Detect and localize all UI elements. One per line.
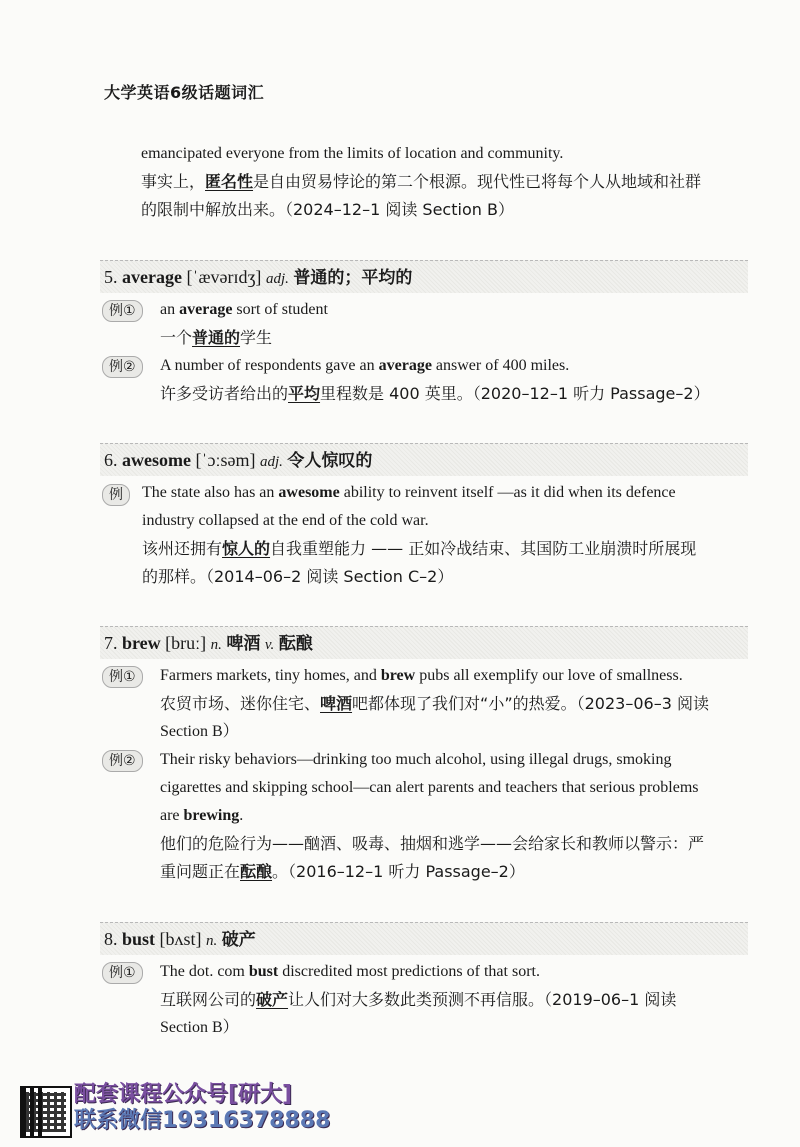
- example-zh: 互联网公司的破产让人们对大多数此类预测不再信服。（2019–06–1 阅读: [160, 990, 677, 1009]
- part-of-speech: n.: [210, 637, 222, 653]
- part-of-speech: n.: [206, 933, 218, 949]
- example-zh-cont: Section B）: [160, 1019, 239, 1036]
- definition: 啤酒: [226, 634, 261, 654]
- example-average-2: [160, 352, 748, 408]
- intro-en: emancipated everyone from the limits of location and community.: [141, 145, 564, 162]
- running-head: 大学英语6级话题词汇: [104, 83, 265, 102]
- example-en: The dot. com bust discredited most predictions of that sort.: [160, 963, 540, 980]
- example-en-cont: industry collapsed at the end of the cold war.: [142, 512, 429, 529]
- intro-paragraph: [141, 140, 751, 224]
- example-zh: 许多受访者给出的平均里程数是 400 英里。（2020–12–1 听力 Passage–2）: [160, 384, 710, 403]
- example-brew-1: [160, 662, 748, 746]
- definition: 普通的；平均的: [293, 268, 413, 288]
- headword: average: [122, 267, 182, 287]
- phonetic: [ˈævərɪdʒ]: [186, 267, 262, 287]
- headword: brew: [122, 633, 161, 653]
- example-badge: 例: [102, 484, 130, 506]
- entry-header-brew: [100, 626, 748, 659]
- entry-header-bust: [100, 922, 748, 955]
- entry-number: 7.: [104, 633, 118, 653]
- keyword-translation: 匿名性: [205, 172, 254, 191]
- entry-number: 6.: [104, 450, 118, 470]
- example-en-cont: cigarettes and skipping school—can alert parents and teachers that serious problems: [160, 779, 699, 796]
- example-awesome-1: [142, 479, 748, 591]
- example-zh-cont: 重问题正在酝酿。（2016–12–1 听力 Passage–2）: [160, 862, 525, 881]
- example-en: Farmers markets, tiny homes, and brew pubs all exemplify our love of smallness.: [160, 667, 683, 684]
- example-en: A number of respondents gave an average answer of 400 miles.: [160, 357, 570, 374]
- example-zh: 他们的危险行为——酗酒、吸毒、抽烟和逃学——会给家长和教师以警示：严: [160, 834, 705, 853]
- example-en: The state also has an awesome ability to reinvent itself —as it did when its defence: [142, 484, 676, 501]
- example-brew-2: [160, 746, 748, 886]
- intro-zh-line-2: 的限制中解放出来。（2024–12–1 阅读 Section B）: [141, 200, 514, 219]
- headword: awesome: [122, 450, 191, 470]
- promo-line-1: 配套课程公众号[研大]: [74, 1082, 293, 1107]
- example-zh: 该州还拥有惊人的自我重塑能力 —— 正如冷战结束、其国防工业崩溃时所展现: [142, 539, 697, 558]
- headword: bust: [122, 929, 156, 949]
- example-badge: 例①: [102, 300, 143, 322]
- definition-2: 酝酿: [278, 634, 313, 654]
- footer-promo: [20, 1082, 331, 1138]
- qr-code-icon[interactable]: [20, 1086, 72, 1138]
- part-of-speech: adj.: [265, 271, 289, 287]
- phonetic: [ˈɔːsəm]: [195, 450, 256, 470]
- example-badge: 例①: [102, 666, 143, 688]
- definition: 令人惊叹的: [287, 451, 373, 471]
- example-average-1: [160, 296, 748, 352]
- example-en: an average sort of student: [160, 301, 328, 318]
- phonetic: [bʌst]: [159, 929, 202, 949]
- example-bust-1: [160, 958, 748, 1042]
- entry-number: 5.: [104, 267, 118, 287]
- example-zh-cont: Section B）: [160, 723, 239, 740]
- definition: 破产: [221, 930, 256, 950]
- example-badge: 例②: [102, 356, 143, 378]
- entry-header-average: [100, 260, 748, 293]
- phonetic: [bruː]: [165, 633, 207, 653]
- part-of-speech-2: v.: [264, 637, 275, 653]
- example-en-cont: are brewing.: [160, 807, 244, 824]
- example-zh: 一个普通的学生: [160, 328, 273, 347]
- example-zh-cont: 的那样。（2014–06–2 阅读 Section C–2）: [142, 567, 454, 586]
- example-zh: 农贸市场、迷你住宅、啤酒吧都体现了我们对“小”的热爱。（2023–06–3 阅读: [160, 694, 709, 713]
- part-of-speech: adj.: [259, 454, 283, 470]
- example-badge: 例②: [102, 750, 143, 772]
- intro-zh-line-1: 事实上，匿名性是自由贸易悖论的第二个根源。现代性已将每个人从地域和社群: [141, 172, 702, 191]
- entry-header-awesome: [100, 443, 748, 476]
- example-en: Their risky behaviors—drinking too much alcohol, using illegal drugs, smoking: [160, 751, 672, 768]
- example-badge: 例①: [102, 962, 143, 984]
- promo-line-2: 联系微信19316378888: [74, 1108, 331, 1133]
- entry-number: 8.: [104, 929, 118, 949]
